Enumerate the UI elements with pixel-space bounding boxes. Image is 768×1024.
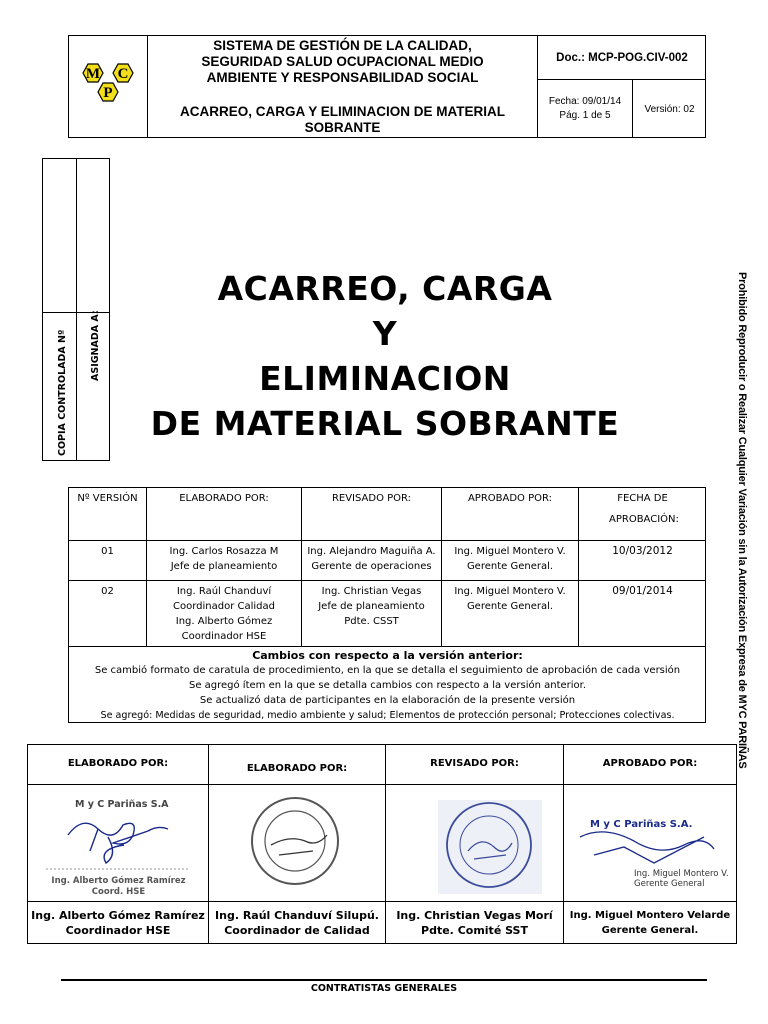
signer-4: Ing. Miguel Montero Velarde Gerente General. [569,910,731,936]
signer-2: Ing. Raúl Chanduví Silupú. Coordinador de Calidad [209,902,386,943]
row-2-version: 02 [69,581,147,647]
logo-letter-c: C [117,66,129,82]
doc-date: Fecha: 09/01/14 [548,96,622,107]
doc-page: Pág. 1 de 5 [559,110,611,121]
signature-table [27,744,737,944]
footer-text: CONTRATISTAS GENERALES [310,983,458,994]
logo-letter-p: P [103,85,113,101]
col-header-revisado: REVISADO POR: [302,488,442,541]
version-table [68,487,706,723]
sig-header-2: ELABORADO POR: [209,745,386,785]
main-title-line-4: DE MATERIAL SOBRANTE [150,404,620,443]
document-header [68,35,706,138]
sig-header-4: APROBADO POR: [564,745,736,785]
company-stamp-1: M y C Pariñas S.A [75,799,169,810]
sig-stamp-3 [386,785,564,902]
row-1-fecha: 10/03/2012 [579,541,706,581]
row-2-revisado: Ing. Christian Vegas Jefe de planeamiento Pdte. CSST [302,581,442,647]
main-title [110,266,660,446]
copy-number-label: COPIA CONTROLADA Nº [57,329,68,456]
row-1-elaborado: Ing. Carlos Rosazza M Jefe de planeamiento [147,541,302,581]
sig-header-3: REVISADO POR: [386,745,564,785]
sig-header-1: ELABORADO POR: [28,745,209,785]
col-header-elaborado: ELABORADO POR: [147,488,302,541]
sig-stamp-1 [28,785,209,902]
logo-letter-m: M [85,66,101,82]
row-1-revisado: Ing. Alejandro Maguiña A. Gerente de operaciones [302,541,442,581]
row-2-fecha: 09/01/2014 [579,581,706,647]
signer-1: Ing. Alberto Gómez Ramírez Coordinador HSE [28,902,209,943]
row-2-aprobado: Ing. Miguel Montero V. Gerente General. [442,581,579,647]
logo-cell [69,36,148,138]
main-title-line-2: Y [372,314,398,353]
system-title-line-1: SISTEMA DE GESTIÓN DE LA CALIDAD, [213,38,472,53]
reproduction-notice: Prohibido Reproducir o Realizar Cualquier Variación sin la Autorización Expresa de MYC PARIÑAS [736,272,748,769]
stamp-name-montero: Ing. Miguel Montero V. Gerente General [634,869,729,889]
row-1-aprobado: Ing. Miguel Montero V. Gerente General. [442,541,579,581]
changes-section [69,647,706,723]
change-item-4: Se agregó: Medidas de seguridad, medio ambiente y salud; Elementos de protección personal; Protecciones colectivas. [100,710,675,721]
row-2-elaborado: Ing. Raúl Chanduví Coordinador Calidad Ing. Alberto Gómez Coordinador HSE [147,581,302,647]
system-title-line-3: AMBIENTE Y RESPONSABILIDAD SOCIAL [206,70,479,85]
sig-stamp-4 [564,785,736,902]
footer-rule [61,979,707,981]
company-stamp-4: M y C Pariñas S.A. [590,819,693,830]
signer-3: Ing. Christian Vegas Morí Pdte. Comité SST [386,902,564,943]
doc-code: Doc.: MCP-POG.CIV-002 [538,36,706,80]
change-item-2: Se agregó ítem en la que se detalla cambios con respecto a la versión anterior. [188,680,587,691]
main-title-line-3: ELIMINACION [259,359,511,398]
mcp-logo [69,36,148,138]
change-item-3: Se actualizó data de participantes en la elaboración de la presente versión [199,695,576,706]
stamp-name-gomez: Ing. Alberto Gómez Ramírez Coord. HSE [51,876,186,897]
row-1-version: 01 [69,541,147,581]
col-header-version: Nº VERSIÓN [69,488,147,541]
system-title-cell [148,36,538,138]
main-title-line-1: ACARREO, CARGA [217,269,553,308]
change-item-1: Se cambió formato de caratula de procedimiento, en la que se detalla el seguimiento de aprobación de cada versión [94,665,681,676]
system-title-line-2: SEGURIDAD SALUD OCUPACIONAL MEDIO [201,54,484,69]
doc-version: Versión: 02 [644,103,695,115]
col-header-aprobado: APROBADO POR: [442,488,579,541]
assigned-to-label: ASIGNADA A: [90,310,101,381]
planning-operations-seal [386,785,564,902]
sig-stamp-2 [209,785,386,902]
changes-title: Cambios con respecto a la versión anterior: [252,649,523,662]
col-header-fecha: FECHA DE APROBACIÓN: [579,488,706,541]
procedure-title-line-2: SOBRANTE [304,120,381,135]
procedure-title-line-1: ACARREO, CARGA Y ELIMINACION DE MATERIAL [179,104,505,119]
date-page-cell [538,80,633,138]
quality-control-seal [209,785,386,902]
controlled-copy-divider [76,159,77,460]
controlled-copy-box [42,158,110,461]
